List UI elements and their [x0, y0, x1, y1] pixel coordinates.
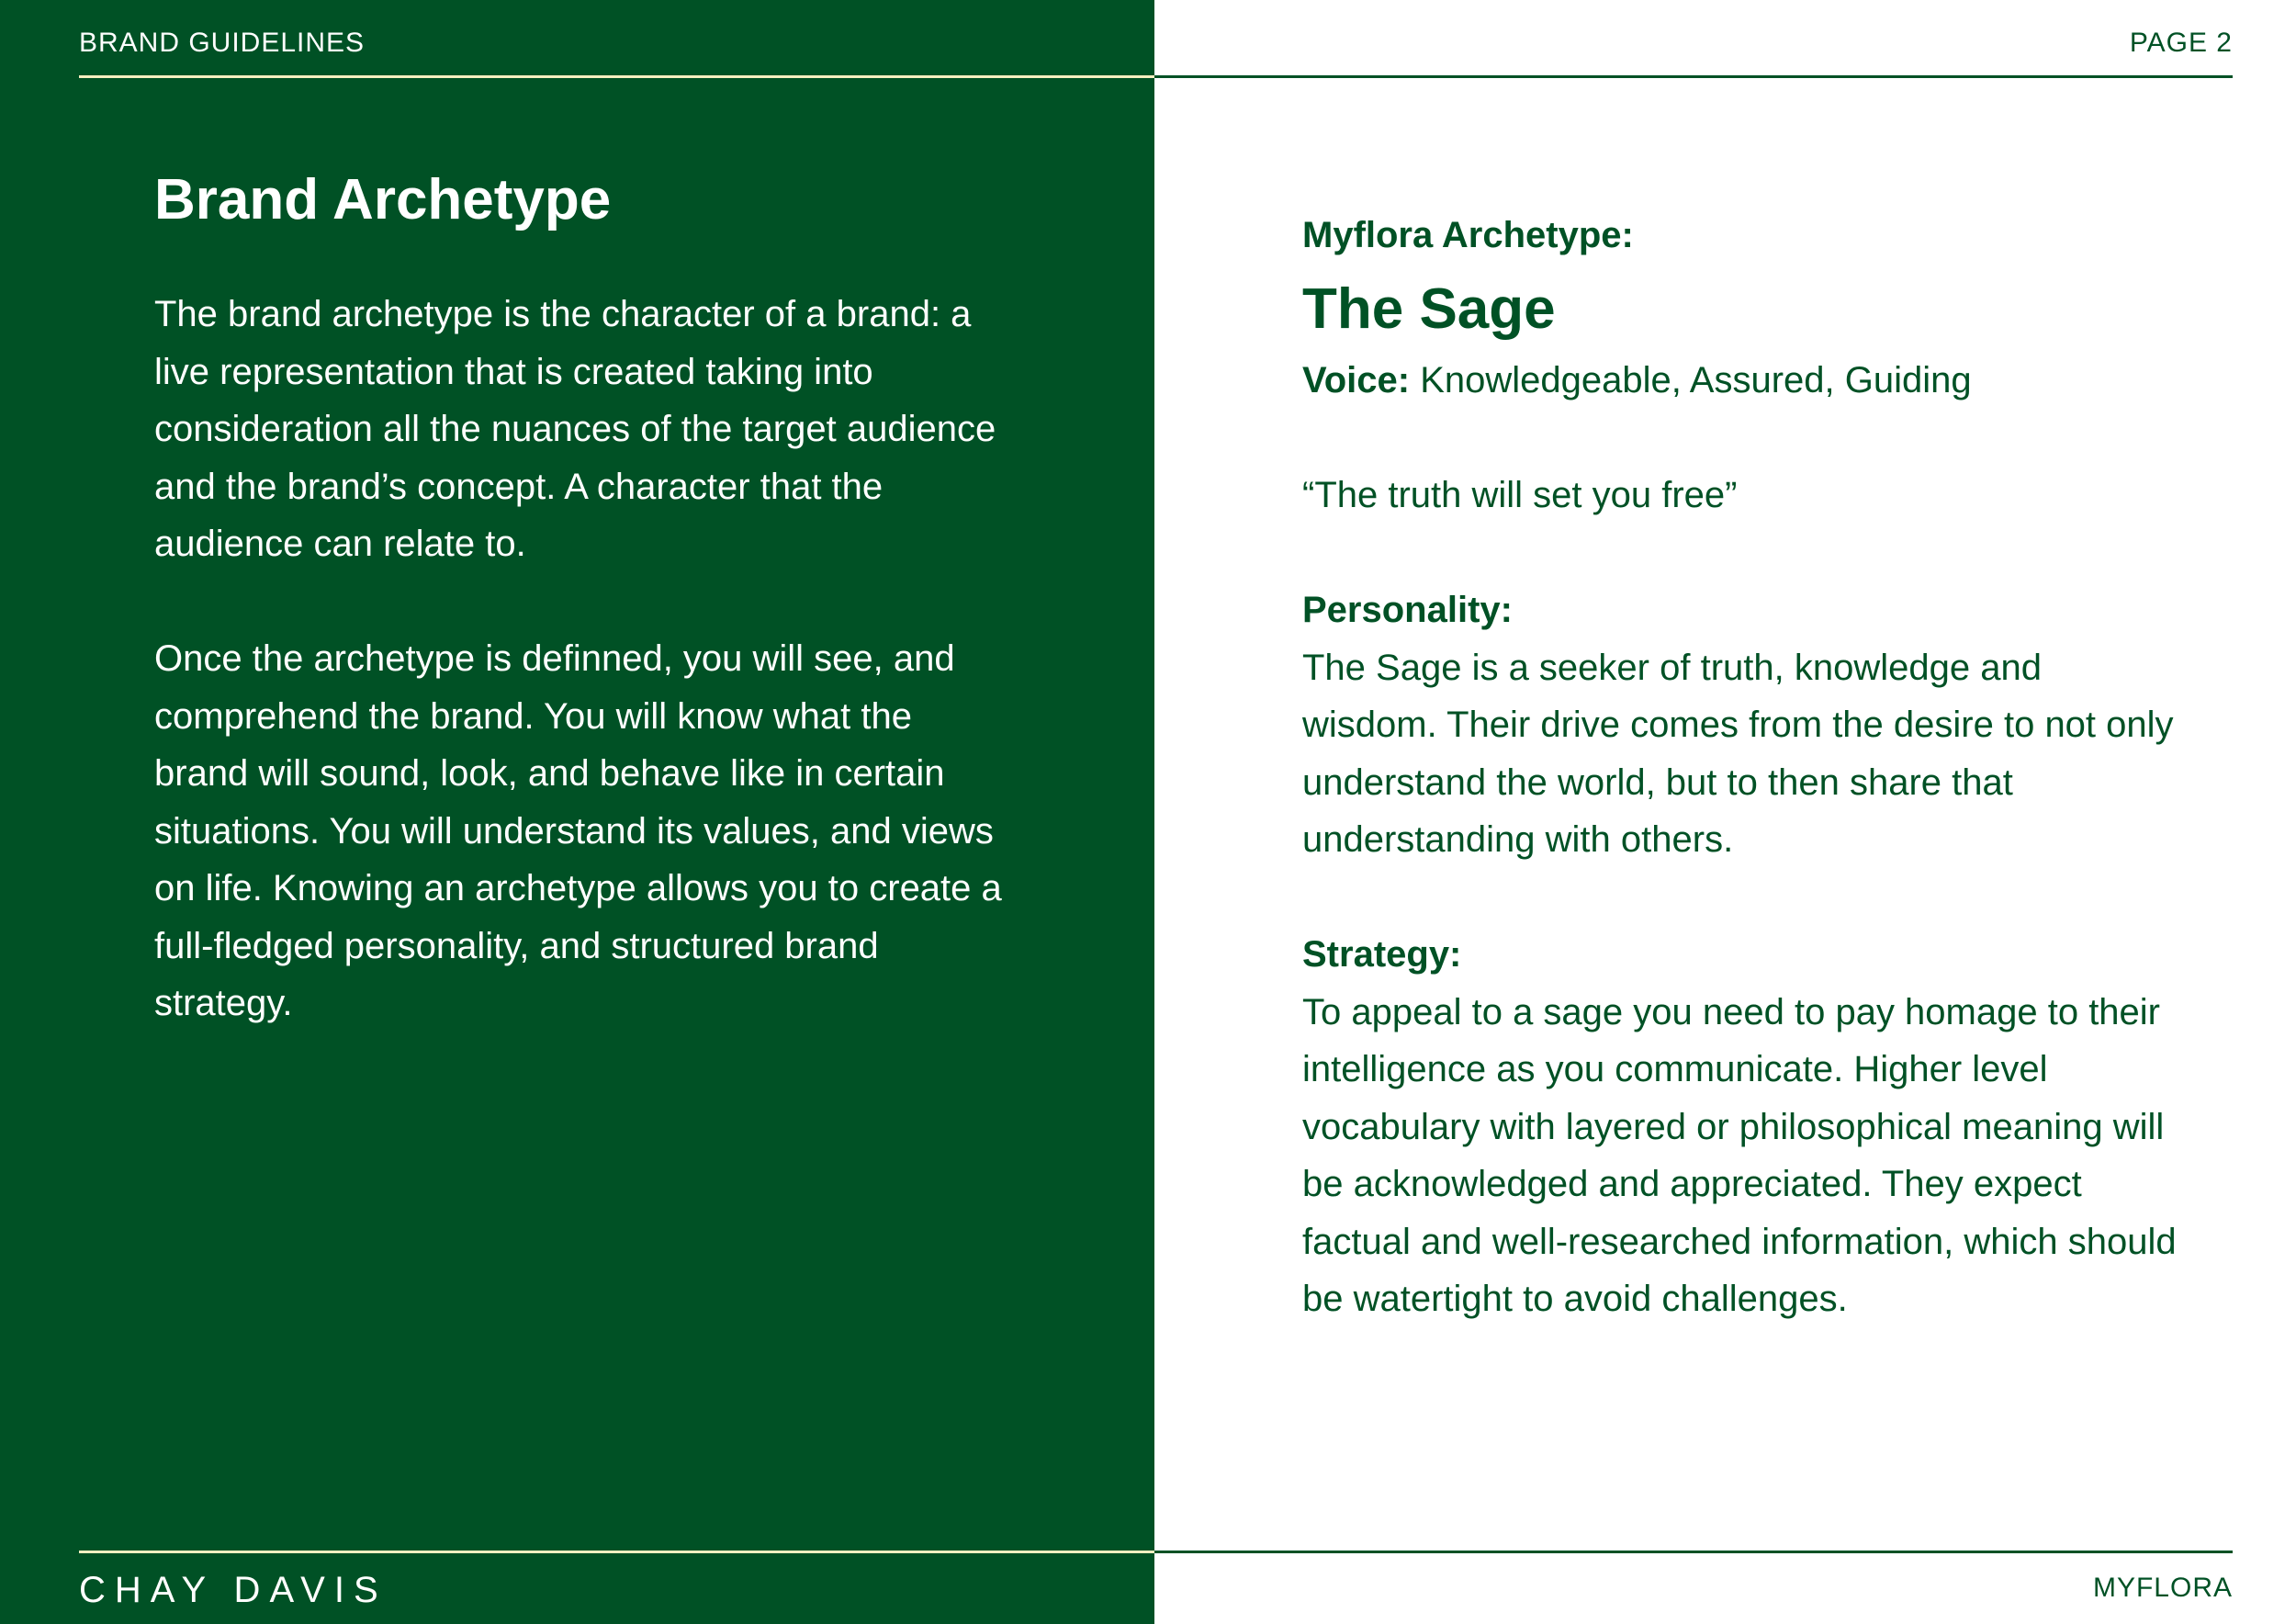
personality-text: The Sage is a seeker of truth, knowledge and wisdom. Their drive comes from the desire to not only understand the world, but to then share that understanding with others.	[1302, 647, 2174, 860]
archetype-description	[154, 286, 1008, 1032]
footer-divider-right	[1154, 1551, 2233, 1553]
archetype-quote: “The truth will set you free”	[1302, 475, 1738, 515]
archetype-name: The Sage	[1302, 277, 1556, 341]
description-paragraph-1: The brand archetype is the character of a brand: a live representation that is created taking into consideration all the nuances of the target audience and the brand’s concept. A character that the audience can relate to.	[154, 294, 996, 564]
voice-line	[1302, 352, 2184, 410]
strategy-heading: Strategy:	[1302, 934, 1462, 975]
header-divider-right	[1154, 75, 2233, 78]
header-brand-guidelines: BRAND GUIDELINES	[79, 28, 366, 58]
footer-divider-left	[79, 1551, 1154, 1553]
archetype-label: Myflora Archetype:	[1302, 215, 1634, 255]
page-number: PAGE 2	[2129, 28, 2233, 58]
header-divider-left	[79, 75, 1154, 78]
description-paragraph-2: Once the archetype is definned, you will see, and comprehend the brand. You will know what the brand will sound, look, and behave like in certain situations. You will understand its values, and views on life. Knowing an archetype allows you to create a full-fledged personality, and structured brand strategy.	[154, 638, 1002, 1023]
voice-label: Voice:	[1302, 360, 1411, 400]
strategy-text: To appeal to a sage you need to pay homage to their intelligence as you communicate. Higher level vocabulary with layered or philosophical meaning will be acknowledged and appreciated. They expect factual and well-researched information, which should be watertight to avoid challenges.	[1302, 991, 2177, 1319]
footer-author: CHAY DAVIS	[79, 1570, 388, 1610]
personality-heading: Personality:	[1302, 590, 1513, 630]
voice-value: Knowledgeable, Assured, Guiding	[1420, 360, 1972, 400]
archetype-details	[1302, 207, 2184, 1328]
footer-brand: MYFLORA	[2092, 1573, 2233, 1603]
page-title: Brand Archetype	[154, 168, 612, 231]
